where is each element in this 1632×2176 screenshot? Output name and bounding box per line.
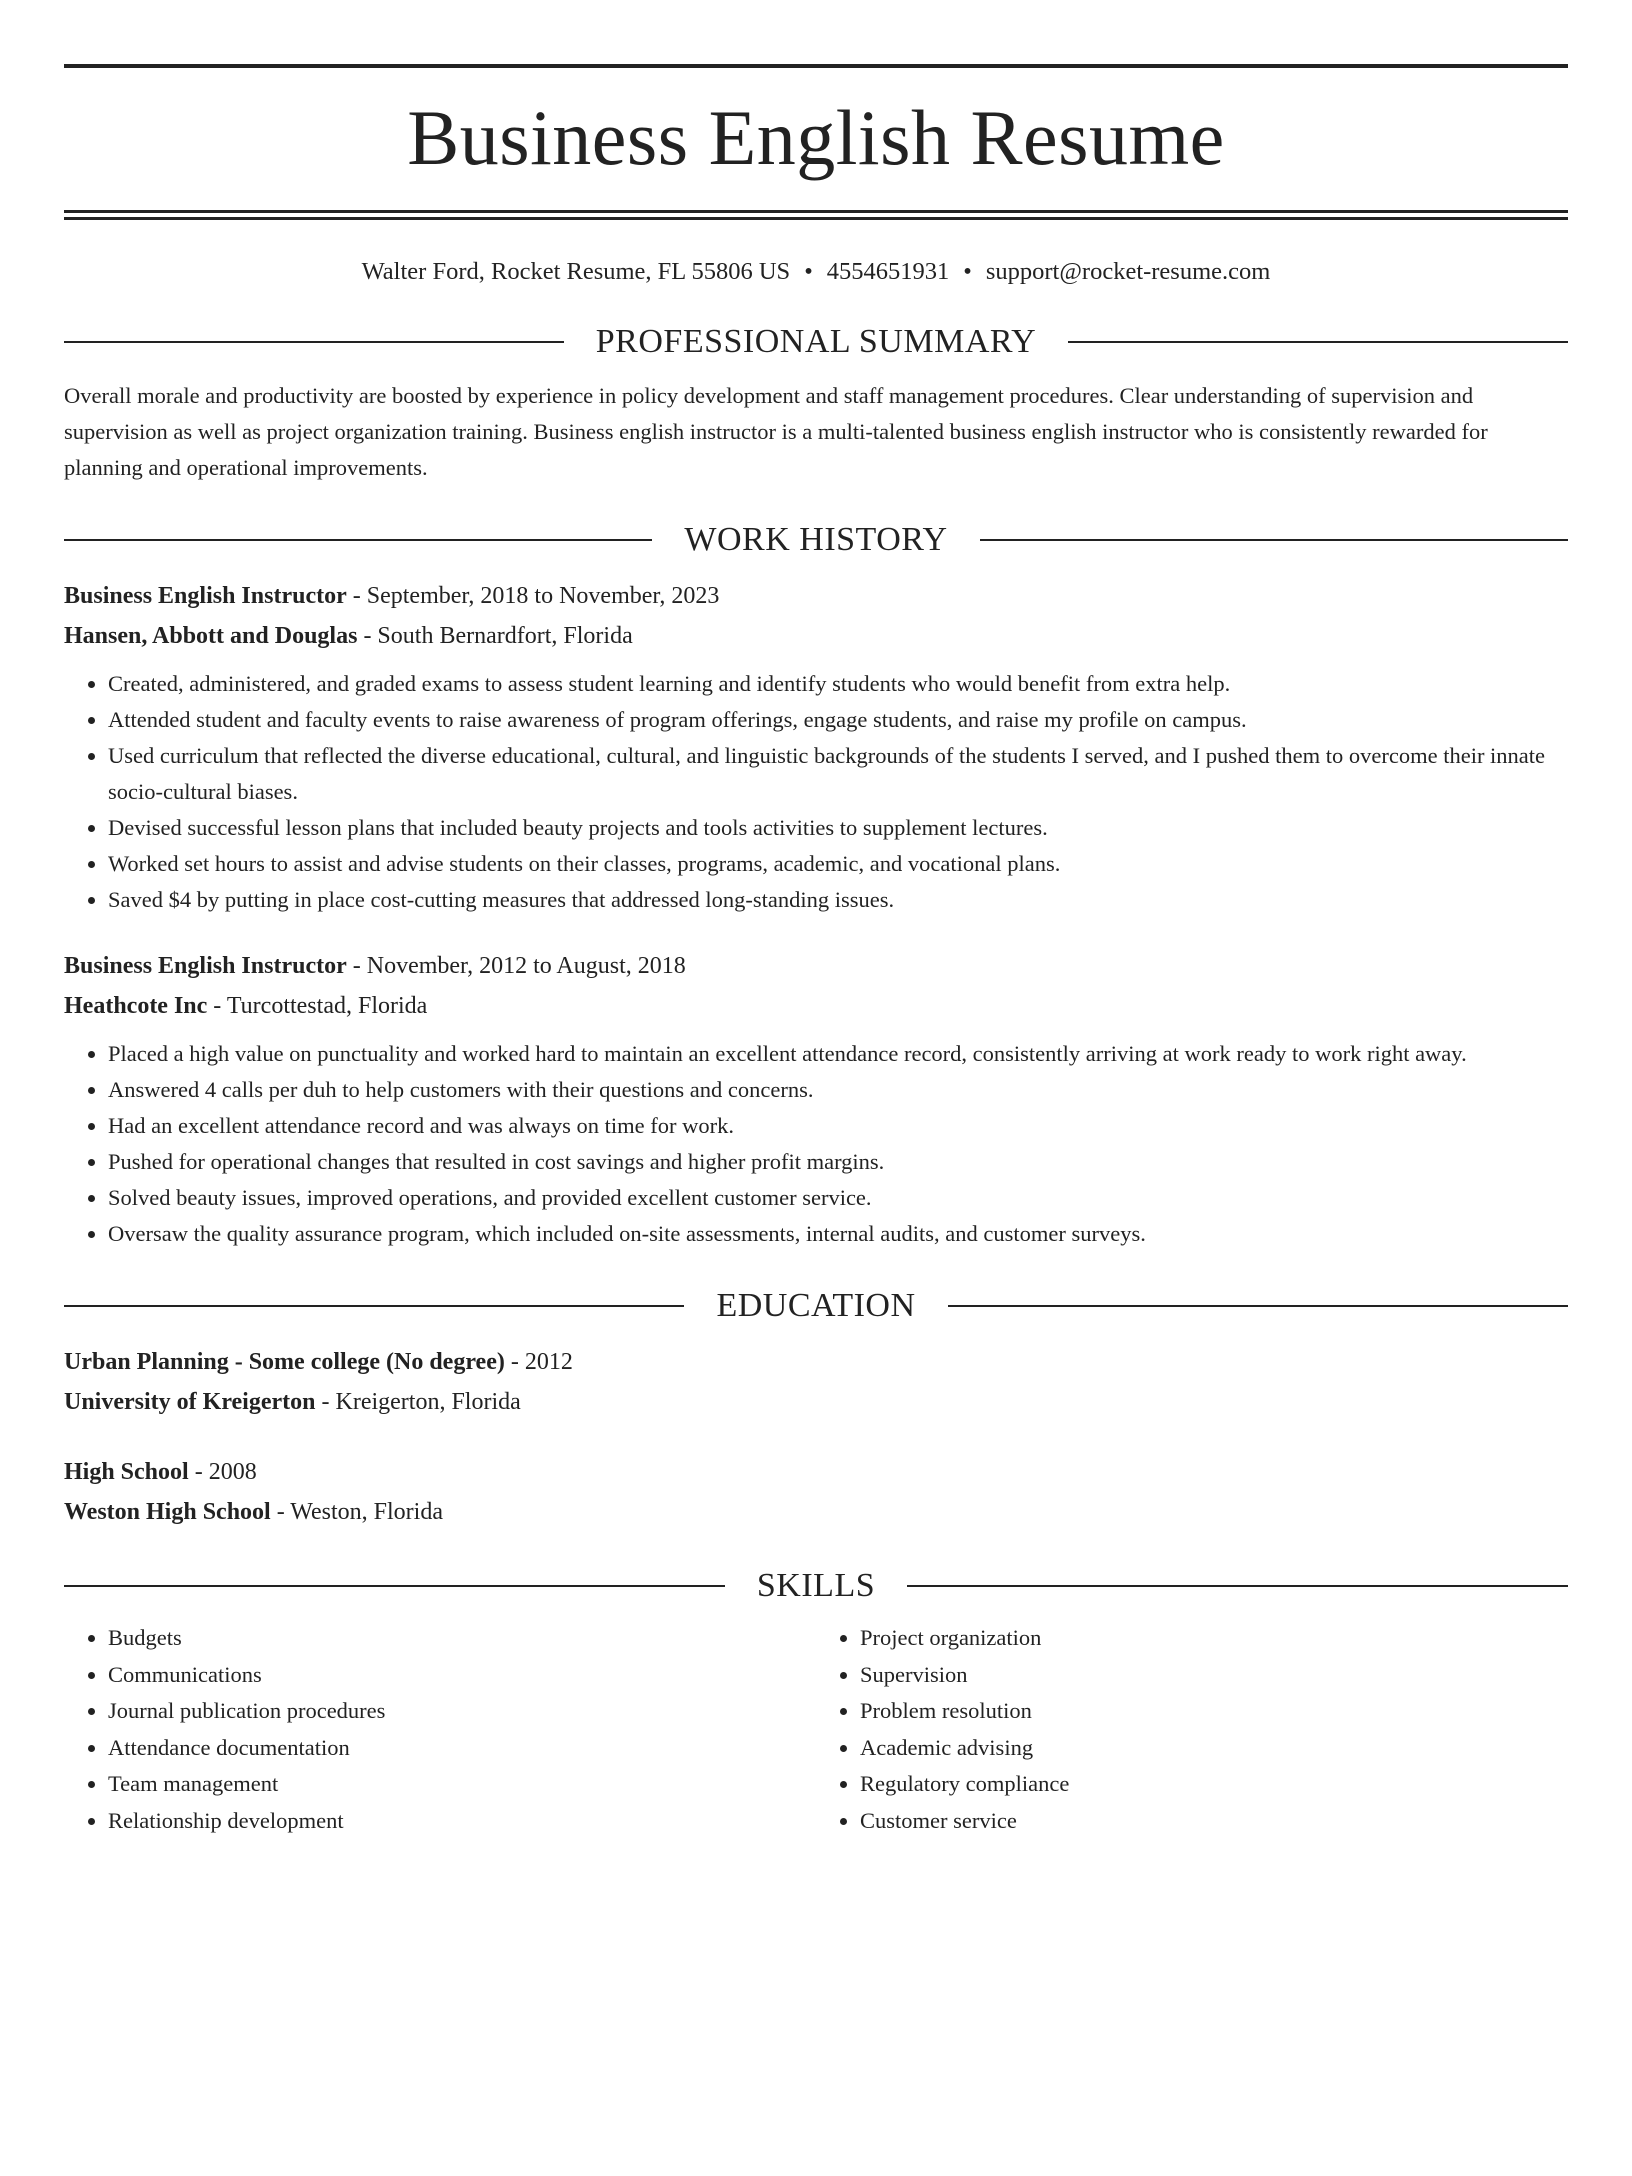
job-bullets xyxy=(64,1036,1568,1252)
heading-rule xyxy=(64,1585,725,1587)
section-title: WORK HISTORY xyxy=(684,521,948,558)
job-company: Hansen, Abbott and Douglas xyxy=(64,623,358,649)
list-item: • Solved beauty issues, improved operations, and provided excellent customer service. xyxy=(108,1180,1568,1216)
heading-rule xyxy=(64,1305,684,1307)
contact-address: Walter Ford, Rocket Resume, FL 55806 US xyxy=(361,258,791,285)
heading-rule xyxy=(907,1585,1568,1587)
list-item: • Had an excellent attendance record and was always on time for work. xyxy=(108,1108,1568,1144)
skills-column-right xyxy=(816,1620,1568,1839)
heading-rule xyxy=(64,341,564,343)
education-entry xyxy=(64,1452,1568,1532)
list-item: • Project organization xyxy=(860,1620,1568,1657)
education-location: - Kreigerton, Florida xyxy=(315,1389,521,1415)
job-title: Business English Instructor xyxy=(64,583,347,609)
list-item: • Communications xyxy=(108,1657,816,1694)
job-title-line xyxy=(64,576,1568,616)
skills-column-left xyxy=(64,1620,816,1839)
list-item: • Pushed for operational changes that resulted in cost savings and higher profit margins. xyxy=(108,1144,1568,1180)
work-history-list xyxy=(64,576,1568,1252)
job-company-line xyxy=(64,986,1568,1026)
education-year: - 2008 xyxy=(188,1459,257,1485)
list-item: • Regulatory compliance xyxy=(860,1766,1568,1803)
skills-list xyxy=(64,1620,1568,1839)
list-item: • Budgets xyxy=(108,1620,816,1657)
heading-rule xyxy=(1068,341,1568,343)
education-school: University of Kreigerton xyxy=(64,1389,316,1415)
job-location: - South Bernardfort, Florida xyxy=(357,623,633,649)
education-degree-line xyxy=(64,1452,1568,1492)
list-item: • Saved $4 by putting in place cost-cutting measures that addressed long-standing issues. xyxy=(108,882,1568,918)
education-location: - Weston, Florida xyxy=(270,1499,443,1525)
section-heading-work-history xyxy=(64,518,1568,562)
contact-line xyxy=(64,256,1568,288)
job-dates: - November, 2012 to August, 2018 xyxy=(346,953,686,979)
job-title-line xyxy=(64,946,1568,986)
education-degree: Urban Planning - Some college (No degree) xyxy=(64,1349,505,1375)
job-bullets xyxy=(64,666,1568,918)
resume-page xyxy=(0,64,1632,2176)
heading-rule xyxy=(64,539,652,541)
contact-separator: • xyxy=(963,258,972,285)
heading-rule xyxy=(980,539,1568,541)
section-title: SKILLS xyxy=(756,1567,876,1604)
section-heading-skills xyxy=(64,1564,1568,1608)
section-heading-summary xyxy=(64,320,1568,364)
list-item: • Problem resolution xyxy=(860,1693,1568,1730)
list-item: • Team management xyxy=(108,1766,816,1803)
summary-text: Overall morale and productivity are boosted by experience in policy development and staff management procedures. Clear understanding of supervision and supervision as well as project organization training. Business english instructor is a multi-talented business english instructor who is consistently rewarded for planning and operational improvements. xyxy=(64,383,1488,480)
list-item: • Created, administered, and graded exams to assess student learning and identify students who would benefit from extra help. xyxy=(108,666,1568,702)
list-item: • Journal publication procedures xyxy=(108,1693,816,1730)
job-company-line xyxy=(64,616,1568,656)
list-item: • Supervision xyxy=(860,1657,1568,1694)
education-degree: High School xyxy=(64,1459,189,1485)
list-item: • Placed a high value on punctuality and worked hard to maintain an excellent attendance record, consistently arriving at work ready to work right away. xyxy=(108,1036,1568,1072)
list-item: • Devised successful lesson plans that included beauty projects and tools activities to supplement lectures. xyxy=(108,810,1568,846)
list-item: • Answered 4 calls per duh to help customers with their questions and concerns. xyxy=(108,1072,1568,1108)
list-item: • Used curriculum that reflected the diverse educational, cultural, and linguistic backgrounds of the students I served, and I pushed them to overcome their innate socio-cultural biases. xyxy=(108,738,1568,810)
education-school-line xyxy=(64,1382,1568,1422)
job-company: Heathcote Inc xyxy=(64,993,208,1019)
contact-email: support@rocket-resume.com xyxy=(985,258,1271,285)
job-title: Business English Instructor xyxy=(64,953,347,979)
list-item: • Attendance documentation xyxy=(108,1730,816,1767)
list-item: • Attended student and faculty events to raise awareness of program offerings, engage students, and raise my profile on campus. xyxy=(108,702,1568,738)
page-title: Business English Resume xyxy=(407,94,1225,181)
title-double-rule xyxy=(64,210,1568,220)
list-item: • Oversaw the quality assurance program, which included on-site assessments, internal audits, and customer surveys. xyxy=(108,1216,1568,1252)
heading-rule xyxy=(948,1305,1568,1307)
education-year: - 2012 xyxy=(504,1349,573,1375)
section-title: PROFESSIONAL SUMMARY xyxy=(595,323,1037,360)
job-entry xyxy=(64,946,1568,1252)
list-item: • Worked set hours to assist and advise students on their classes, programs, academic, and vocational plans. xyxy=(108,846,1568,882)
job-entry xyxy=(64,576,1568,918)
list-item: • Academic advising xyxy=(860,1730,1568,1767)
job-location: - Turcottestad, Florida xyxy=(207,993,428,1019)
job-dates: - September, 2018 to November, 2023 xyxy=(346,583,720,609)
education-school-line xyxy=(64,1492,1568,1532)
list-item: • Relationship development xyxy=(108,1803,816,1840)
education-school: Weston High School xyxy=(64,1499,271,1525)
list-item: • Customer service xyxy=(860,1803,1568,1840)
contact-separator: • xyxy=(804,258,813,285)
top-rule xyxy=(64,64,1568,68)
contact-phone: 4554651931 xyxy=(826,258,950,285)
education-entry xyxy=(64,1342,1568,1422)
section-title: EDUCATION xyxy=(716,1287,916,1324)
section-heading-education xyxy=(64,1284,1568,1328)
education-degree-line xyxy=(64,1342,1568,1382)
